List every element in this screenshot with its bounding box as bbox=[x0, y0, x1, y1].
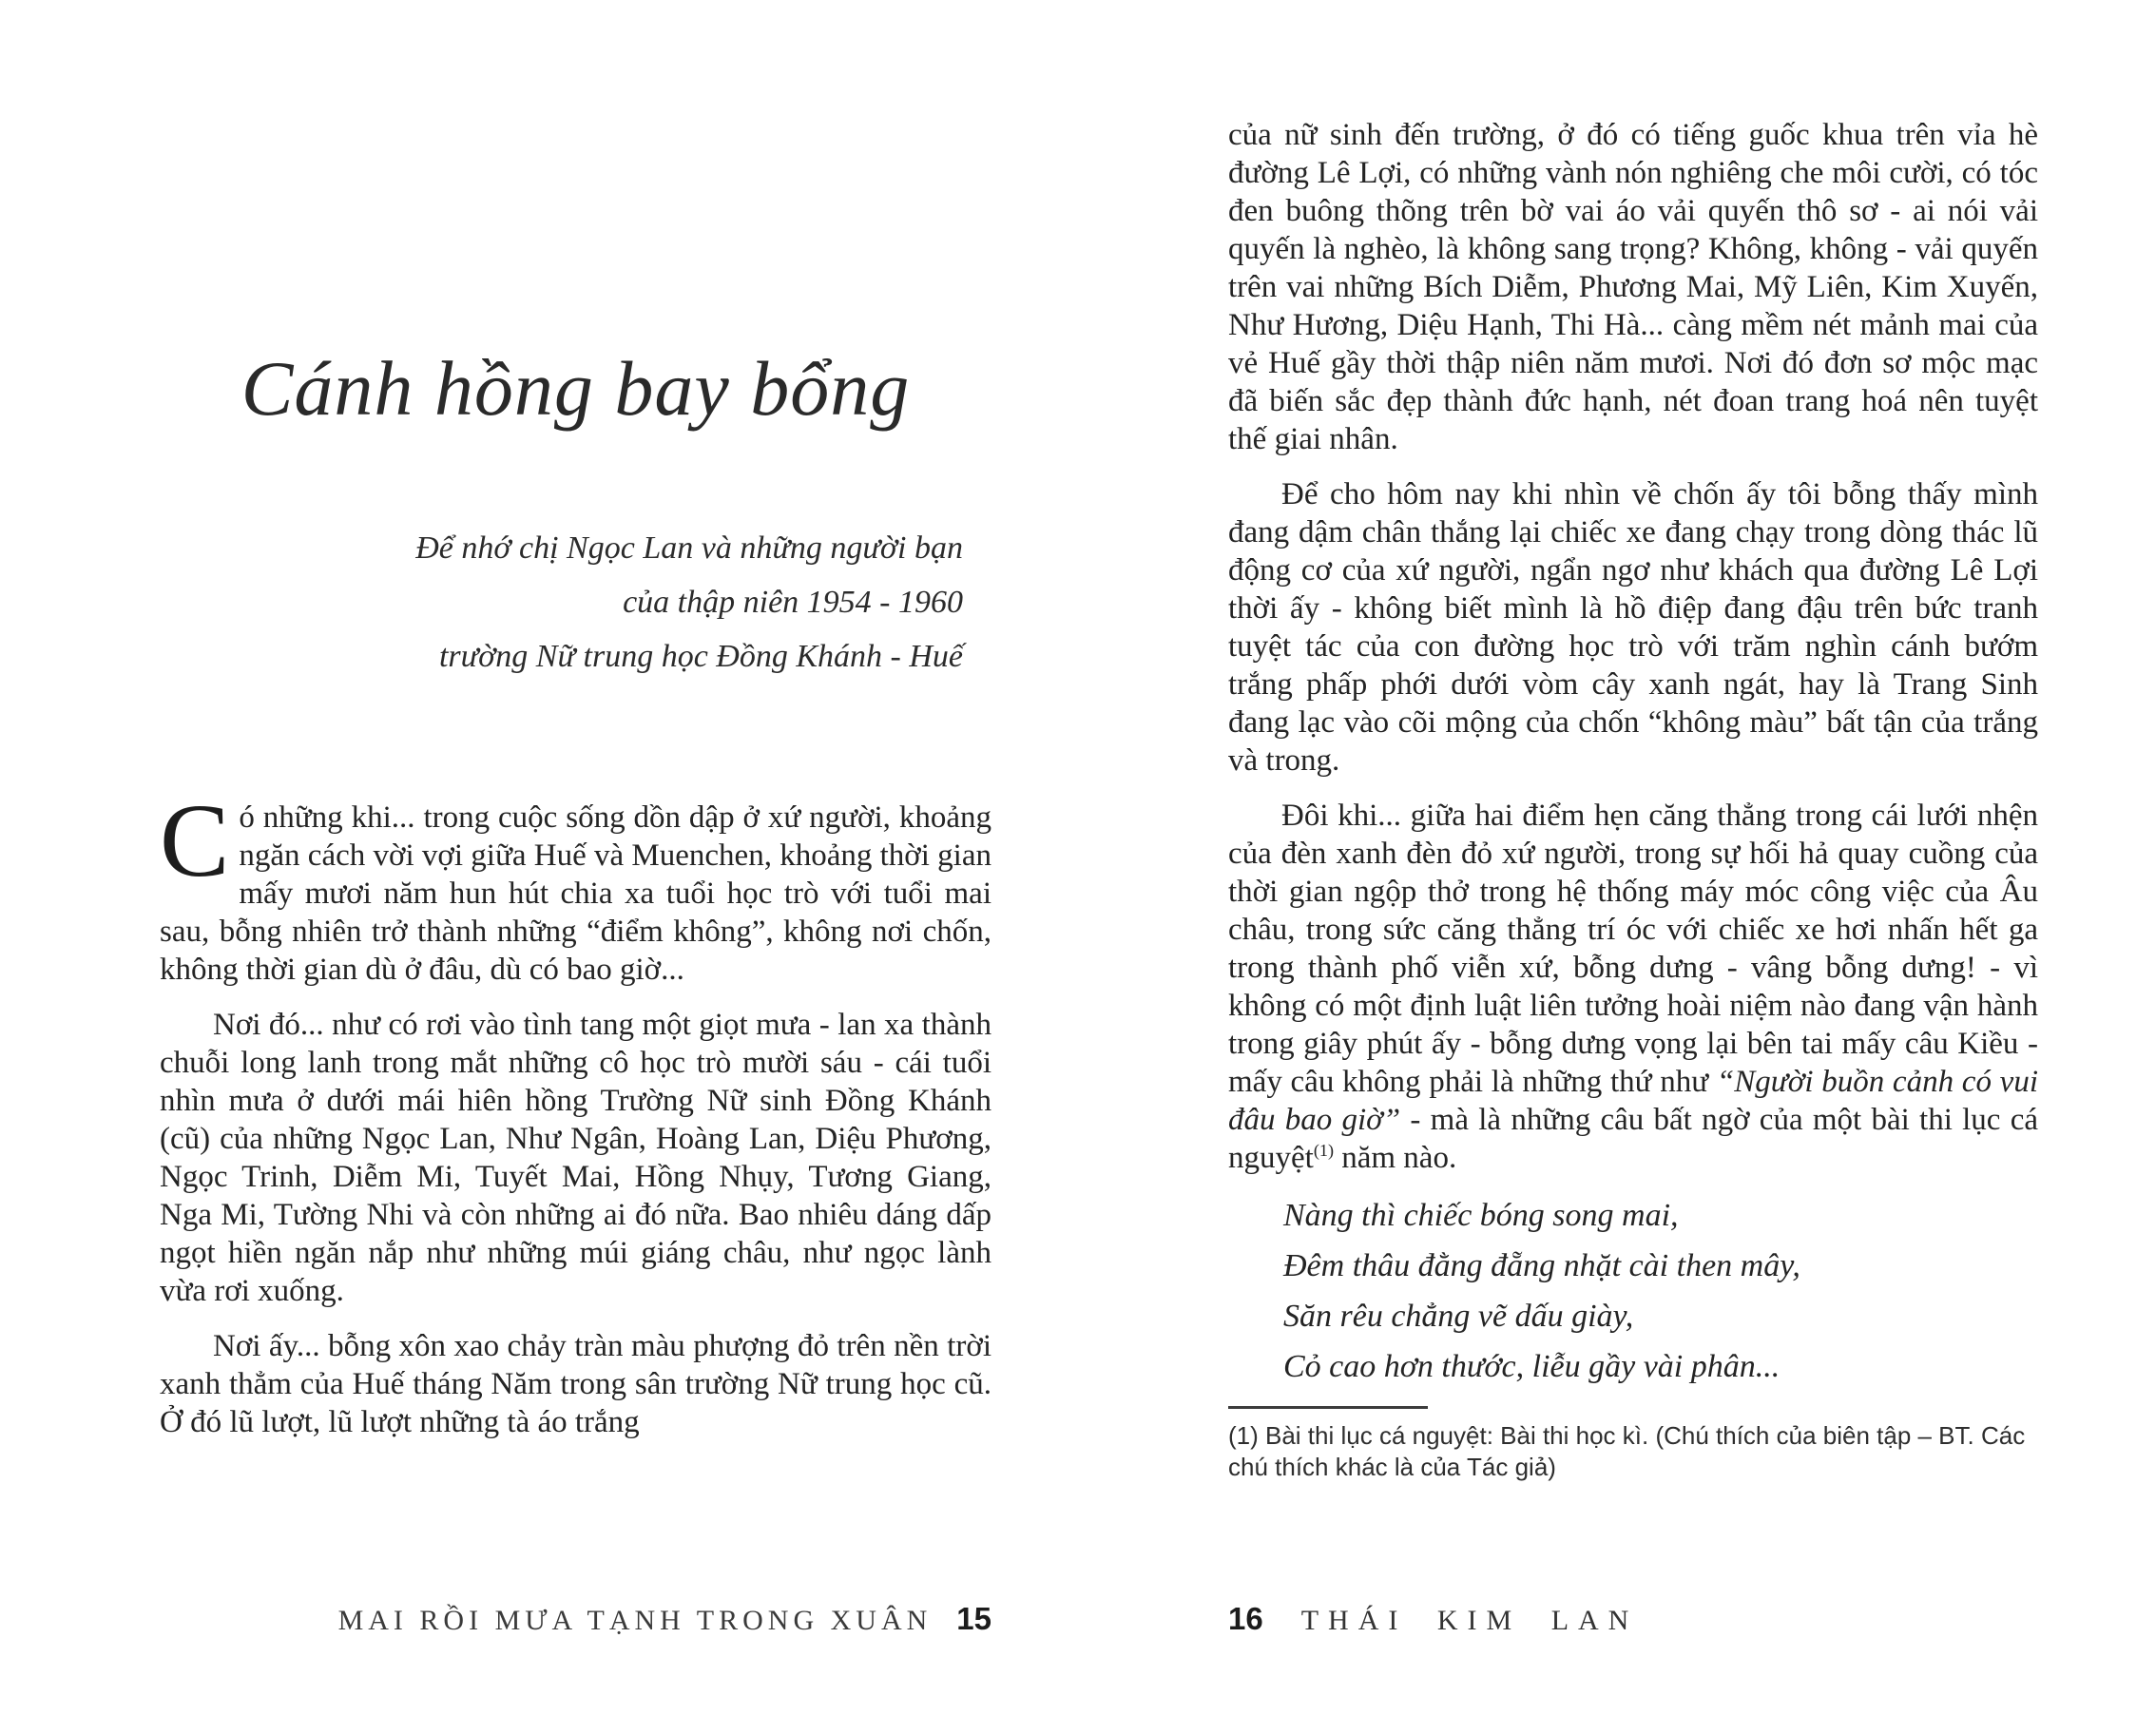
left-body-text bbox=[160, 782, 991, 1458]
kieu-quote: “Người buồn cảnh có vui đâu bao giờ” bbox=[1228, 1065, 2038, 1137]
page-left bbox=[160, 0, 991, 1715]
chapter-title: Cánh hồng bay bổng bbox=[241, 345, 911, 432]
footnote-rule bbox=[1228, 1406, 1428, 1409]
running-footer-right bbox=[1228, 1601, 2038, 1637]
paragraph-text: ó những khi... trong cuộc sống dồn dập ở xứ người, khoảng ngăn cách vời vợi giữa Huế và Muenchen, khoảng thời gian mấy mươi năm hun hút chia xa tuổi học trò với tuổi mai sau, bỗng nhiên trở thành những “điểm không”, không nơi chốn, không thời gian dù ở đâu, dù có bao giờ... bbox=[160, 800, 991, 987]
page-number-right: 16 bbox=[1228, 1601, 1263, 1636]
paragraph bbox=[1228, 797, 2038, 1177]
footnote-reference: (1) bbox=[1313, 1141, 1334, 1160]
poem-line: Đêm thâu đằng đẵng nhặt cài then mây, bbox=[1283, 1248, 1800, 1283]
paragraph-text: năm nào. bbox=[1333, 1141, 1457, 1175]
dedication-line: của thập niên 1954 - 1960 bbox=[623, 585, 963, 620]
dedication bbox=[160, 521, 991, 684]
right-body-text bbox=[1228, 116, 2038, 1483]
dedication-line: trường Nữ trung học Đồng Khánh - Huế bbox=[438, 639, 963, 674]
paragraph-text: - mà là những câu bất ngờ của một bài thi lục cá nguyệt bbox=[1228, 1103, 2038, 1175]
author-name: THÁI KIM LAN bbox=[1300, 1605, 1639, 1636]
paragraph-text: Đôi khi... giữa hai điểm hẹn căng thẳng trong cái lưới nhện của đèn xanh đèn đỏ xứ người, trong sự hối hả quay cuồng của thời gian ngộp thở trong hệ thống máy móc công việc của Âu châu, trong sức căng thẳng trí óc với chiếc xe hơi nhấn hết ga trong thành phố viễn xứ, bỗng dưng - vâng bỗng dưng! - vì không có một định luật liên tưởng hoài niệm nào đang vận hành trong giây phút ấy - bỗng dưng vọng lại bên tai mấy câu Kiều - mấy câu không phải là những thứ như bbox=[1228, 799, 2038, 1099]
paragraph: của nữ sinh đến trường, ở đó có tiếng guốc khua trên vỉa hè đường Lê Lợi, có những vành nón nghiêng che môi cười, có tóc đen buông thõng trên bờ vai áo vải quyến thô sơ - ai nói vải quyến là nghèo, là không sang trọng? Không, không - vải quyến trên vai những Bích Diễm, Phương Mai, Mỹ Liên, Kim Xuyến, Như Hương, Diệu Hạnh, Thi Hà... càng mềm nét mảnh mai của vẻ Huế gầy thời thập niên năm mươi. Nơi đó đơn sơ mộc mạc đã biến sắc đẹp thành đức hạnh, nét đoan trang hoá nên tuyệt thế giai nhân. bbox=[1228, 118, 2038, 456]
dedication-line: Để nhớ chị Ngọc Lan và những người bạn bbox=[415, 530, 963, 566]
page-number-left: 15 bbox=[956, 1601, 991, 1636]
paragraph: Để cho hôm nay khi nhìn về chốn ấy tôi bỗng thấy mình đang dậm chân thắng lại chiếc xe đang chạy trong dòng thác lũ động cơ của xứ người, ngẩn ngơ như khách qua đường Lê Lợi thời ấy - không biết mình là hồ điệp đang đậu trên bức tranh tuyệt tác của con đường học trò với trăm nghìn cánh bướm trắng phấp phới dưới vòm cây xanh ngát, hay là Trang Sinh đang lạc vào cõi mộng của chốn “không màu” bất tận của trắng và trong. bbox=[1228, 477, 2038, 778]
paragraph: Nơi ấy... bỗng xôn xao chảy tràn màu phượng đỏ trên nền trời xanh thẳm của Huế tháng Năm trong sân trường Nữ trung học cũ. Ở đó lũ lượt, lũ lượt những tà áo trắng bbox=[160, 1329, 991, 1439]
poem-line: Cỏ cao hơn thước, liễu gầy vài phân... bbox=[1283, 1349, 1781, 1384]
page-right bbox=[1228, 0, 2038, 1715]
poem bbox=[1228, 1194, 2038, 1389]
paragraph bbox=[160, 782, 991, 989]
drop-cap: C bbox=[160, 782, 230, 898]
running-title: MAI RỒI MƯA TẠNH TRONG XUÂN bbox=[337, 1605, 933, 1636]
footnote: (1) Bài thi lục cá nguyệt: Bài thi học kì. (Chú thích của biên tập – BT. Các chú thích khác là của Tác giả) bbox=[1228, 1421, 2026, 1481]
running-footer-left bbox=[160, 1601, 991, 1637]
footnote-block bbox=[1228, 1406, 2038, 1483]
poem-line: Nàng thì chiếc bóng song mai, bbox=[1283, 1198, 1679, 1233]
paragraph: Nơi đó... như có rơi vào tình tang một giọt mưa - lan xa thành chuỗi long lanh trong mắt những cô học trò mười sáu - cái tuổi nhìn mưa ở dưới mái hiên hồng Trường Nữ sinh Đồng Khánh (cũ) của những Ngọc Lan, Như Ngân, Hoàng Lan, Diệu Phương, Ngọc Trinh, Diễm Mi, Tuyết Mai, Hồng Nhụy, Tương Giang, Nga Mi, Tường Nhi và còn những ai đó nữa. Bao nhiêu dáng dấp ngọt hiền ngăn nắp như những múi giáng châu, như ngọc lành vừa rơi xuống. bbox=[160, 1008, 991, 1308]
poem-line: Săn rêu chẳng vẽ dấu giày, bbox=[1283, 1299, 1634, 1334]
